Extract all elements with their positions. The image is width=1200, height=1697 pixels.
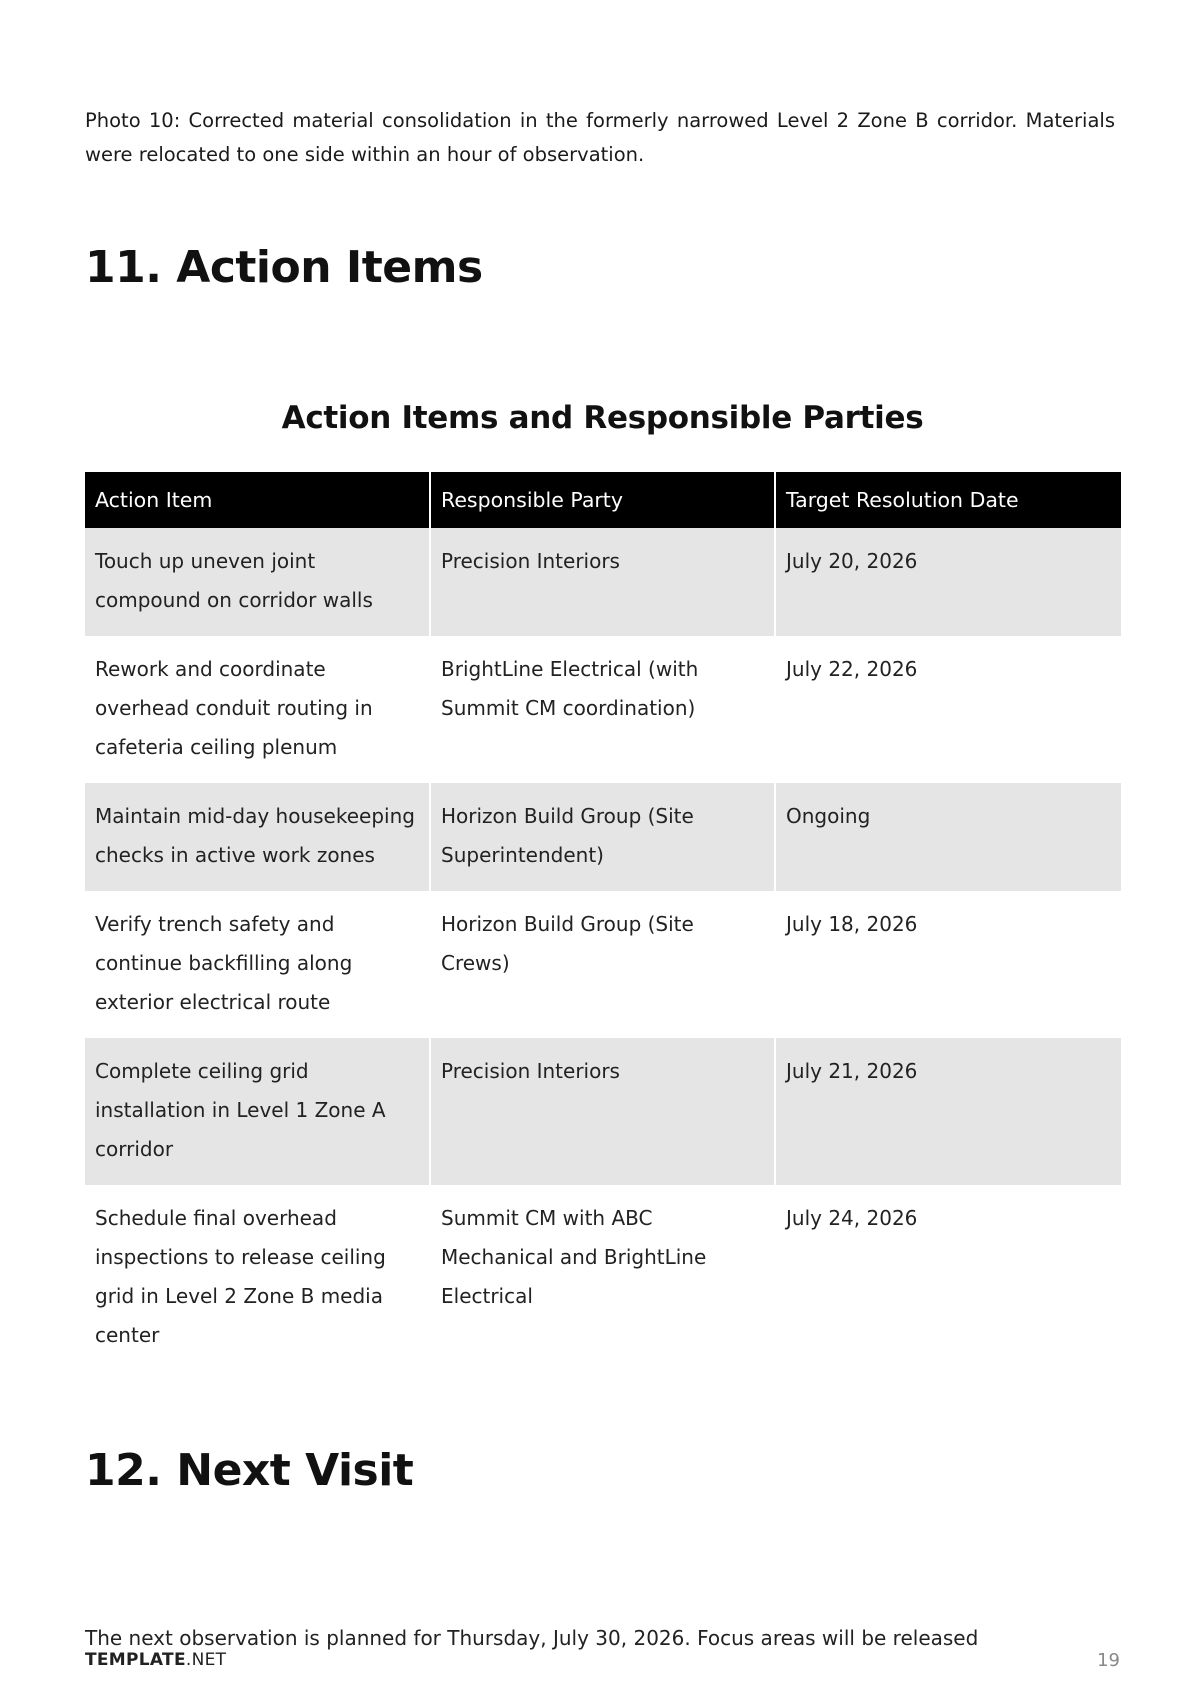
cell-action-item: Schedule final overhead inspections to release ceiling grid in Level 2 Zone B media center (85, 1185, 430, 1371)
cell-responsible-party: Precision Interiors (430, 1038, 775, 1185)
cell-responsible-party: BrightLine Electrical (with Summit CM coordination) (430, 636, 775, 783)
table-row (85, 891, 1121, 1038)
page-number: 19 (1097, 1650, 1120, 1671)
section-12-heading: 12. Next Visit (85, 1445, 414, 1496)
cell-action-item: Complete ceiling grid installation in Level 1 Zone A corridor (85, 1038, 430, 1185)
table-row (85, 636, 1121, 783)
cell-target-date: July 22, 2026 (775, 636, 1121, 783)
action-items-table (85, 472, 1122, 1371)
cell-action-item: Touch up uneven joint compound on corridor walls (85, 528, 430, 636)
cell-target-date: July 21, 2026 (775, 1038, 1121, 1185)
table-row (85, 1185, 1121, 1371)
photo-caption: Photo 10: Corrected material consolidation in the formerly narrowed Level 2 Zone B corridor. Materials were relocated to one side within an hour of observation. (85, 108, 1115, 166)
cell-target-date: July 24, 2026 (775, 1185, 1121, 1371)
cell-target-date: July 18, 2026 (775, 891, 1121, 1038)
column-header-target-date: Target Resolution Date (775, 472, 1121, 528)
column-header-action-item: Action Item (85, 472, 430, 528)
table-header-row (85, 472, 1121, 528)
cell-responsible-party: Horizon Build Group (Site Superintendent) (430, 783, 775, 891)
cell-action-item: Rework and coordinate overhead conduit routing in cafeteria ceiling plenum (85, 636, 430, 783)
cell-responsible-party: Horizon Build Group (Site Crews) (430, 891, 775, 1038)
footer-brand-logo (85, 1650, 230, 1670)
cell-target-date: Ongoing (775, 783, 1121, 891)
brand-suffix: .NET (185, 1650, 227, 1670)
section-11-heading: 11. Action Items (85, 242, 483, 293)
column-header-responsible-party: Responsible Party (430, 472, 775, 528)
brand-name: TEMPLATE (85, 1650, 186, 1670)
cell-responsible-party: Summit CM with ABC Mechanical and BrightLine Electrical (430, 1185, 775, 1371)
next-visit-text: The next observation is planned for Thursday, July 30, 2026. Focus areas will be released (85, 1626, 979, 1650)
table-row (85, 1038, 1121, 1185)
table-row (85, 528, 1121, 636)
table-title: Action Items and Responsible Parties (281, 400, 924, 436)
cell-target-date: July 20, 2026 (775, 528, 1121, 636)
table-row (85, 783, 1121, 891)
cell-action-item: Maintain mid-day housekeeping checks in active work zones (85, 783, 430, 891)
cell-responsible-party: Precision Interiors (430, 528, 775, 636)
next-visit-text-cut-off (85, 1626, 1085, 1654)
cell-action-item: Verify trench safety and continue backfilling along exterior electrical route (85, 891, 430, 1038)
